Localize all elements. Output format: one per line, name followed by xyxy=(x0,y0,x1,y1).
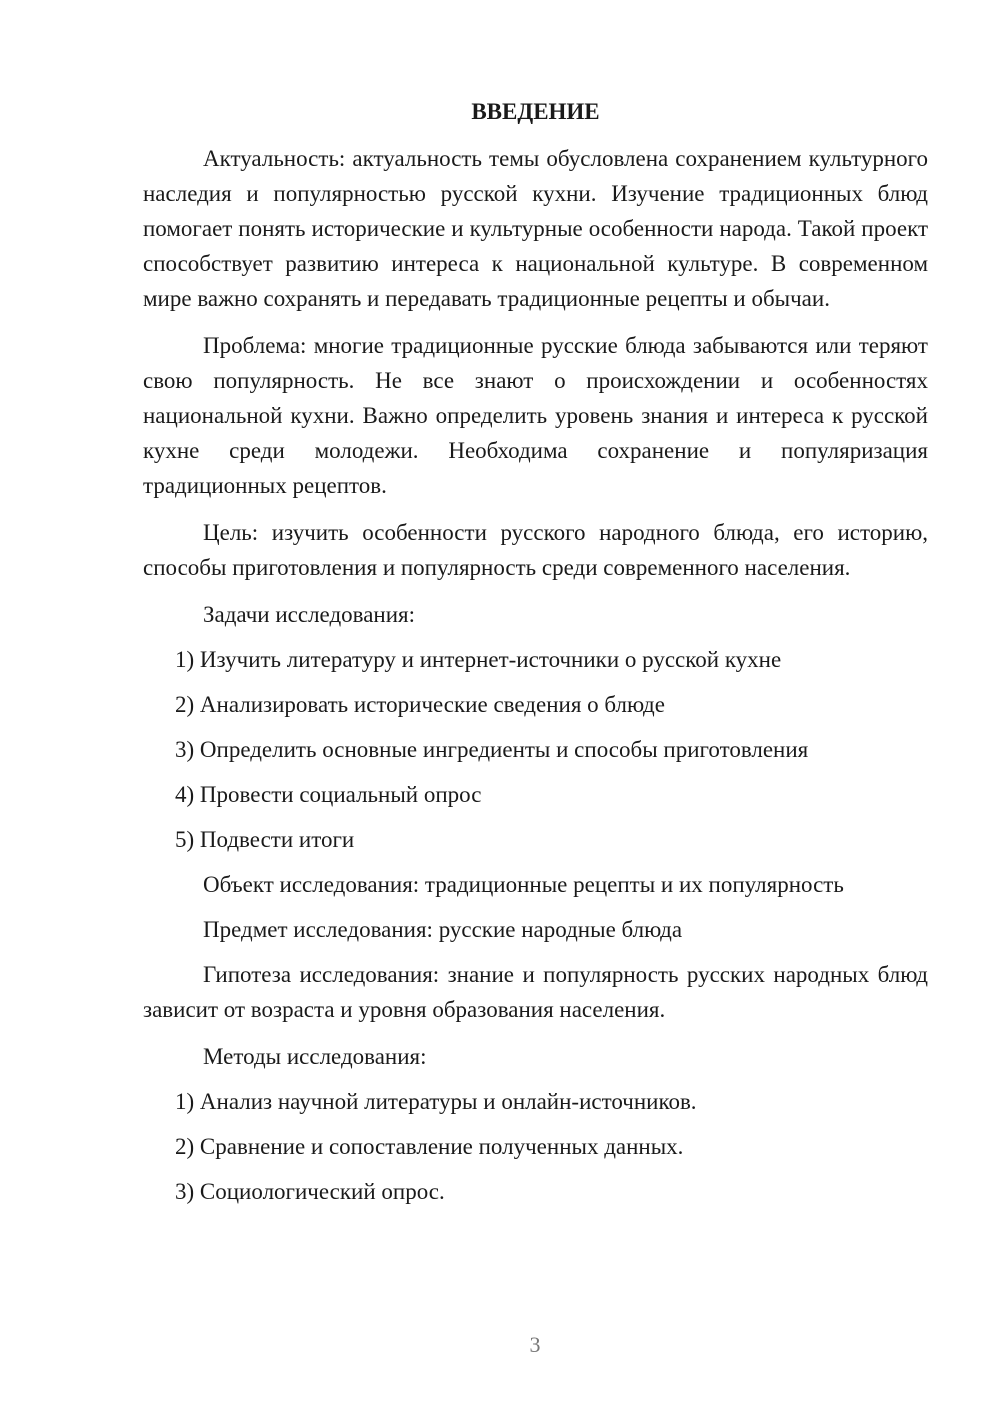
research-object: Объект исследования: традиционные рецепты и их популярность xyxy=(203,872,844,897)
list-item: 2) Анализировать исторические сведения о блюде xyxy=(175,692,665,717)
tasks-heading: Задачи исследования: xyxy=(203,602,416,627)
list-item: 3) Определить основные ингредиенты и способы приготовления xyxy=(175,737,809,762)
problem-paragraph: Проблема: многие традиционные русские блюда забываются или теряют свою популярность. Не все знают о происхождении и особенностях национальной кухни. Важно определить уровень знания и интереса к русской кухне среди молодежи. Необходима сохранение и популяризация традиционных рецептов. xyxy=(143,333,928,498)
hypothesis-paragraph: Гипотеза исследования: знание и популярность русских народных блюд зависит от возраста и уровня образования населения. xyxy=(143,962,928,1022)
tasks-list xyxy=(143,642,928,857)
document-body xyxy=(143,94,928,1219)
research-subject: Предмет исследования: русские народные блюда xyxy=(203,917,683,942)
list-item: 2) Сравнение и сопоставление полученных данных. xyxy=(175,1134,684,1159)
list-item: 1) Анализ научной литературы и онлайн-источников. xyxy=(175,1089,697,1114)
list-item: 1) Изучить литературу и интернет-источники о русской кухне xyxy=(175,647,782,672)
methods-heading: Методы исследования: xyxy=(203,1044,427,1069)
relevance-paragraph: Актуальность: актуальность темы обусловлена сохранением культурного наследия и популярностью русской кухни. Изучение традиционных блюд помогает понять исторические и культурные особенности народа. Такой проект способствует развитию интереса к национальной культуре. В современном мире важно сохранять и передавать традиционные рецепты и обычаи. xyxy=(143,146,928,311)
list-item: 4) Провести социальный опрос xyxy=(175,782,482,807)
page-title: ВВЕДЕНИЕ xyxy=(471,99,600,124)
page-number: 3 xyxy=(529,1332,541,1357)
methods-list xyxy=(143,1084,928,1209)
list-item: 3) Социологический опрос. xyxy=(175,1179,445,1204)
list-item: 5) Подвести итоги xyxy=(175,827,355,852)
goal-paragraph: Цель: изучить особенности русского народного блюда, его историю, способы приготовления и популярность среди современного населения. xyxy=(143,520,928,580)
